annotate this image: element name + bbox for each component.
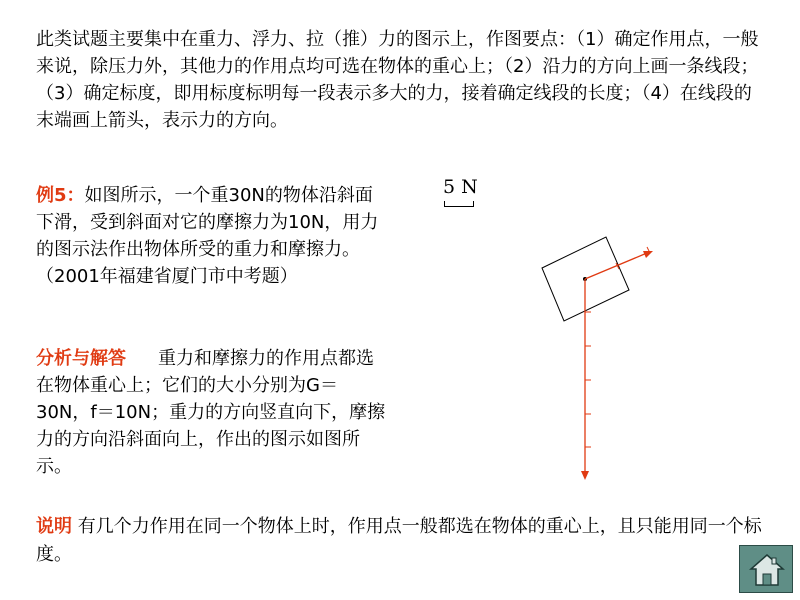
friction-arrowhead	[643, 251, 653, 258]
example-text: 如图所示，一个重30N的物体沿斜面下滑，受到斜面对它的摩擦力为10N，用力的图示法作出物体所受的重力和摩擦力。（2001年福建省厦门市中考题）	[36, 185, 379, 287]
example-5	[36, 182, 386, 290]
analysis-text: 重力和摩擦力的作用点都选在物体重心上；它们的大小分别为G＝30N，f＝10N；重力的方向竖直向下，摩擦力的方向沿斜面向上，作出的图示如图所示。	[36, 348, 386, 477]
note-text: 有几个力作用在同一个物体上时，作用点一般都选在物体的重心上，且只能用同一个标度。	[36, 516, 762, 565]
intro-paragraph	[36, 26, 766, 134]
scale-bar	[444, 201, 474, 207]
home-icon	[748, 552, 786, 588]
analysis-label: 分析与解答	[36, 348, 126, 369]
example-label: 例5：	[36, 185, 85, 206]
note-label: 说明	[36, 516, 72, 537]
analysis-section	[36, 345, 386, 480]
gravity-arrowhead	[581, 471, 589, 480]
gravity-ticks	[585, 312, 591, 447]
home-button[interactable]	[739, 545, 793, 593]
force-diagram	[530, 228, 670, 488]
intro-text: 此类试题主要集中在重力、浮力、拉（推）力的图示上，作图要点：（1）确定作用点，一般来说，除压力外，其他力的作用点均可选在物体的重心上；（2）沿力的方向上画一条线段；（3）确定标度，即用标度标明每一段表示多大的力，接着确定线段的长度；（4）在线段的末端画上箭头，表示力的方向。	[36, 29, 759, 131]
scale-label: 5 N	[443, 176, 478, 198]
note-section	[36, 513, 766, 569]
